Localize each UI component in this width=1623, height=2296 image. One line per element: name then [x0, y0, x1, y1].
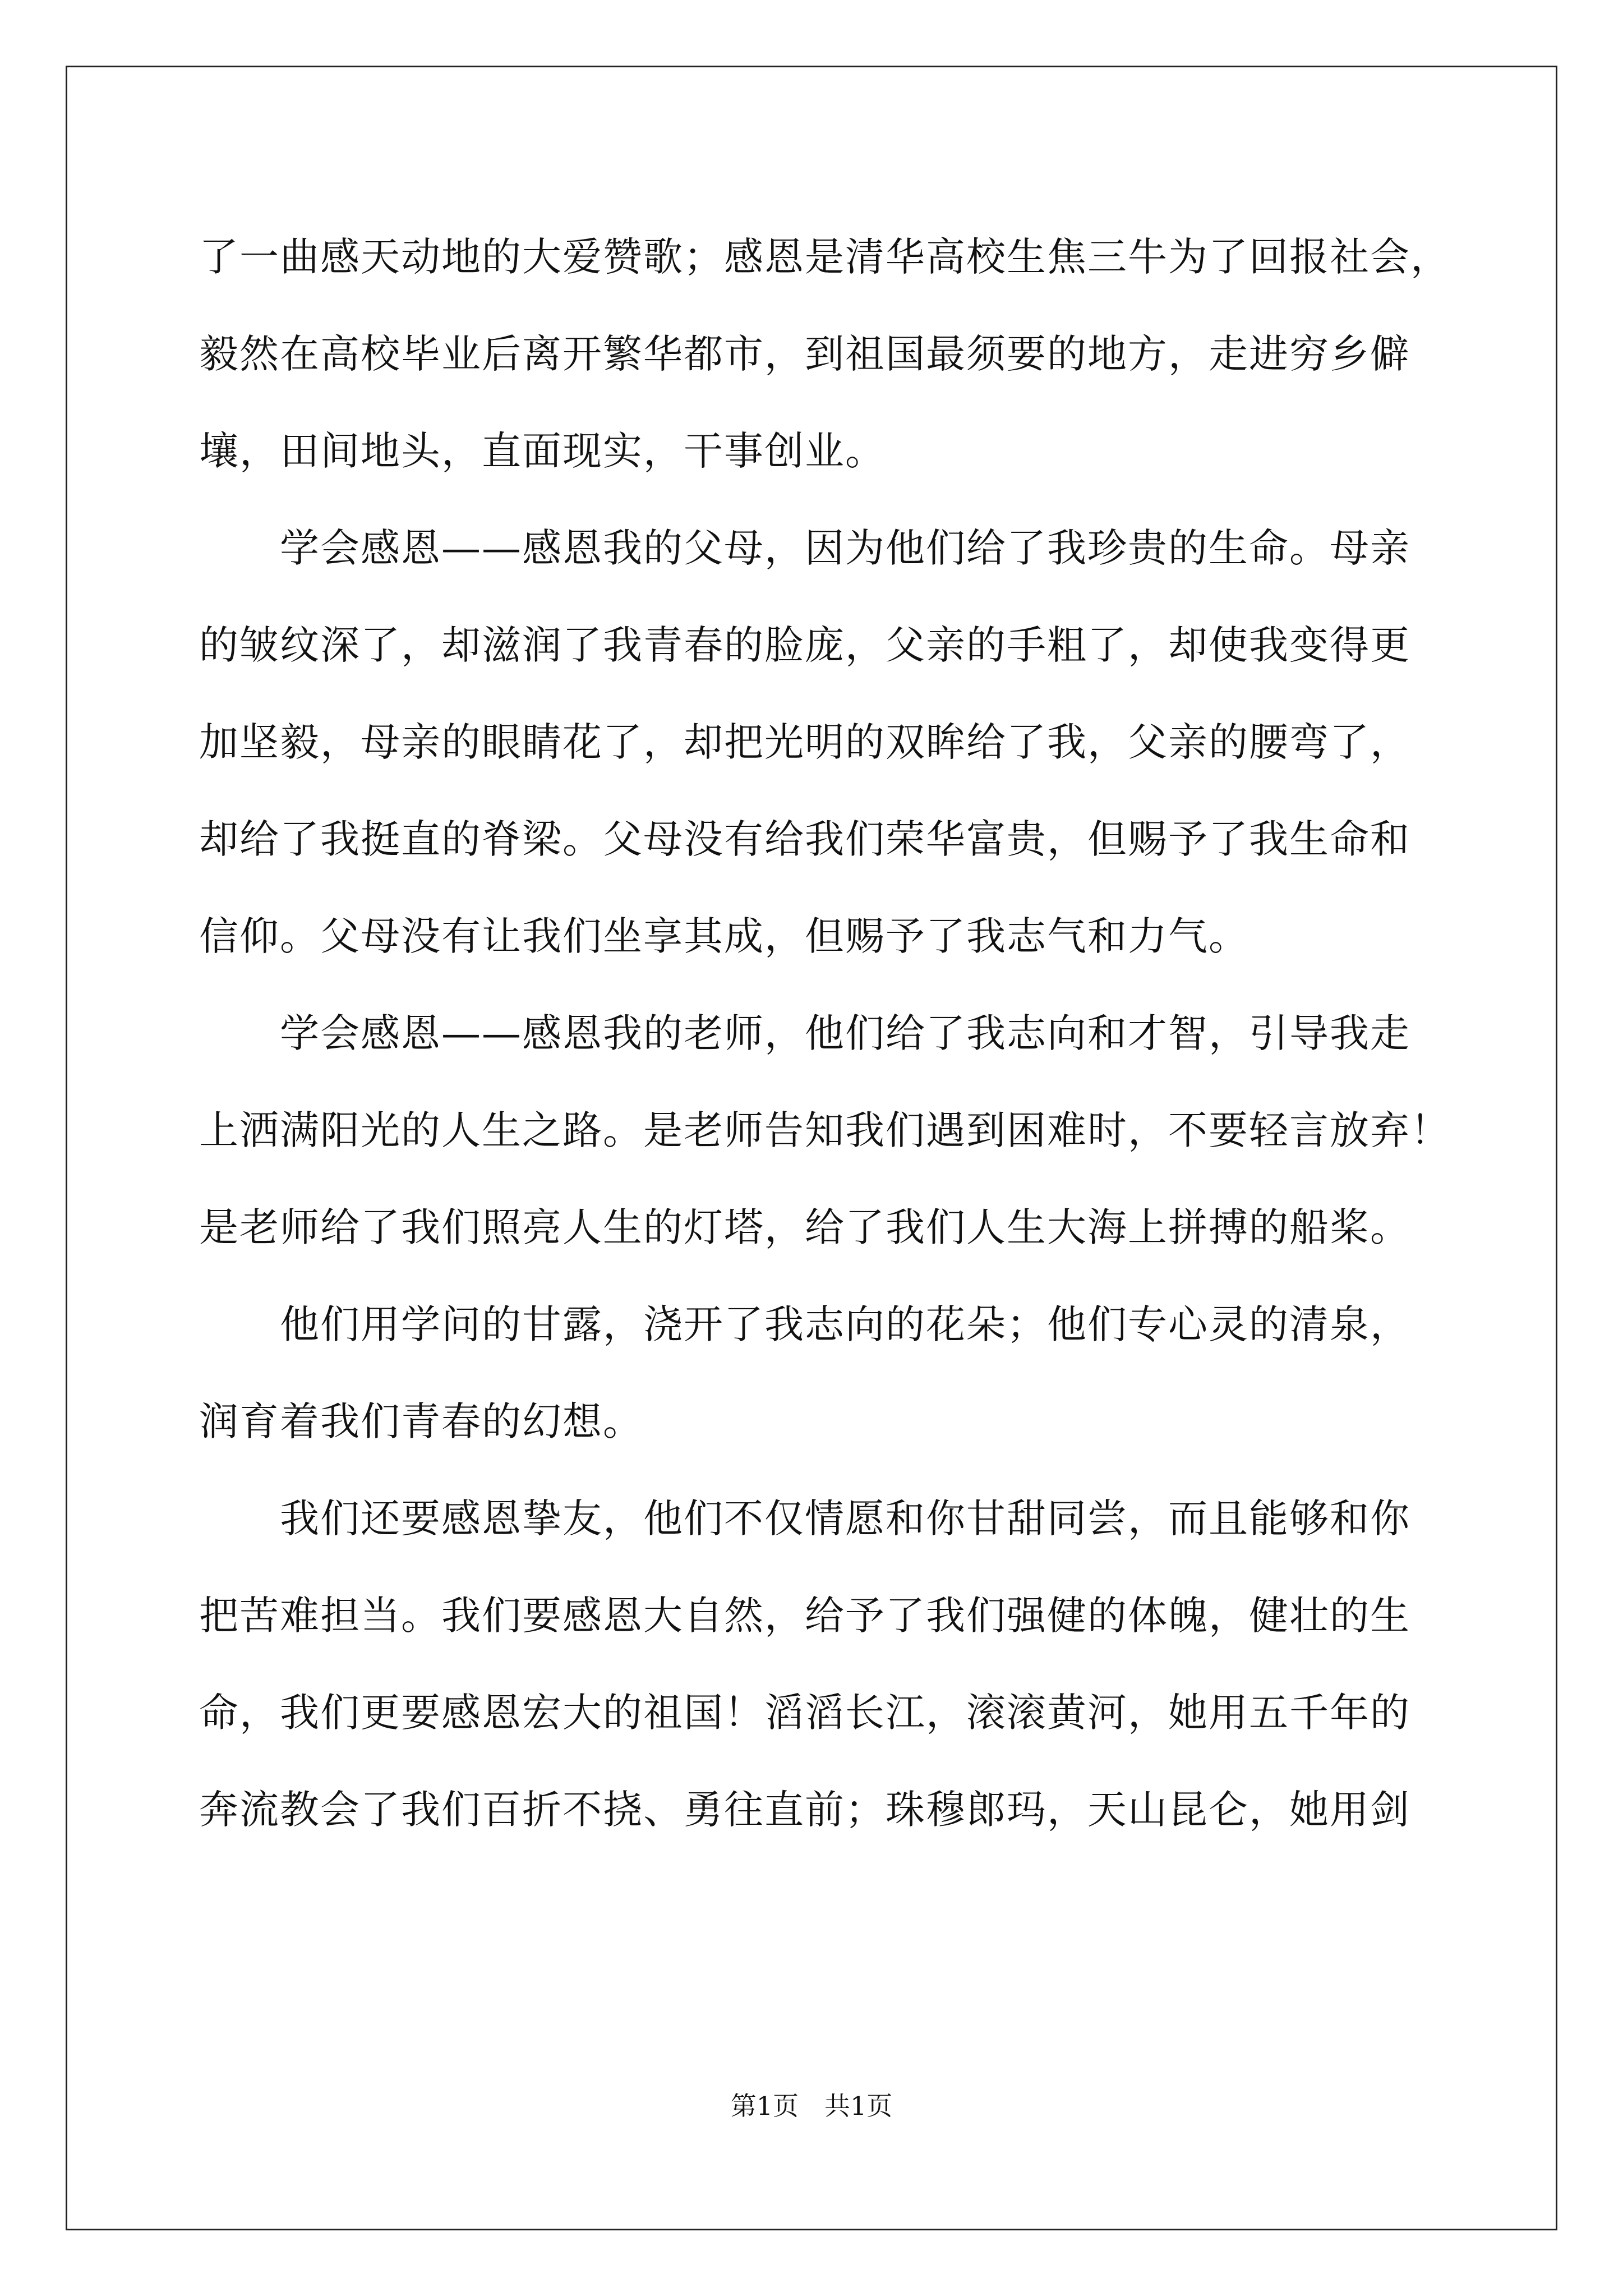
- text-line: 把苦难担当。我们要感恩大自然，给予了我们强健的体魄，健壮的生: [199, 1593, 1410, 1639]
- text-line: 上洒满阳光的人生之路。是老师告知我们遇到困难时，不要轻言放弃！: [199, 1107, 1451, 1153]
- text-line: 润育着我们青春的幻想。: [199, 1398, 643, 1444]
- text-line: 是老师给了我们照亮人生的灯塔，给了我们人生大海上拼搏的船桨。: [199, 1204, 1410, 1250]
- text-line: 了一曲感天动地的大爱赞歌；感恩是清华高校生焦三牛为了回报社会，: [199, 234, 1451, 280]
- text-line: 信仰。父母没有让我们坐享其成，但赐予了我志气和力气。: [199, 913, 1249, 959]
- document-body: [199, 209, 1451, 1858]
- text-line: 学会感恩——感恩我的父母，因为他们给了我珍贵的生命。母亲: [199, 525, 1410, 571]
- text-line: 奔流教会了我们百折不挠、勇往直前；珠穆郎玛，天山昆仑，她用剑: [199, 1787, 1410, 1833]
- text-line: 学会感恩——感恩我的老师，他们给了我志向和才智，引导我走: [199, 1010, 1410, 1056]
- text-line: 加坚毅，母亲的眼睛花了，却把光明的双眸给了我，父亲的腰弯了，: [199, 719, 1410, 765]
- text-line: 却给了我挺直的脊梁。父母没有给我们荣华富贵，但赐予了我生命和: [199, 816, 1410, 862]
- text-line: 命，我们更要感恩宏大的祖国！滔滔长江，滚滚黄河，她用五千年的: [199, 1690, 1410, 1736]
- text-line: 的皱纹深了，却滋润了我青春的脸庞，父亲的手粗了，却使我变得更: [199, 622, 1410, 668]
- text-line: 他们用学问的甘露，浇开了我志向的花朵；他们专心灵的清泉，: [199, 1301, 1410, 1347]
- text-line: 毅然在高校毕业后离开繁华都市，到祖国最须要的地方，走进穷乡僻: [199, 331, 1410, 377]
- text-line: 壤，田间地头，直面现实，干事创业。: [199, 428, 886, 474]
- text-line: 我们还要感恩挚友，他们不仅情愿和你甘甜同尝，而且能够和你: [199, 1496, 1410, 1542]
- page-number-footer: 第1页 共1页: [730, 2091, 893, 2121]
